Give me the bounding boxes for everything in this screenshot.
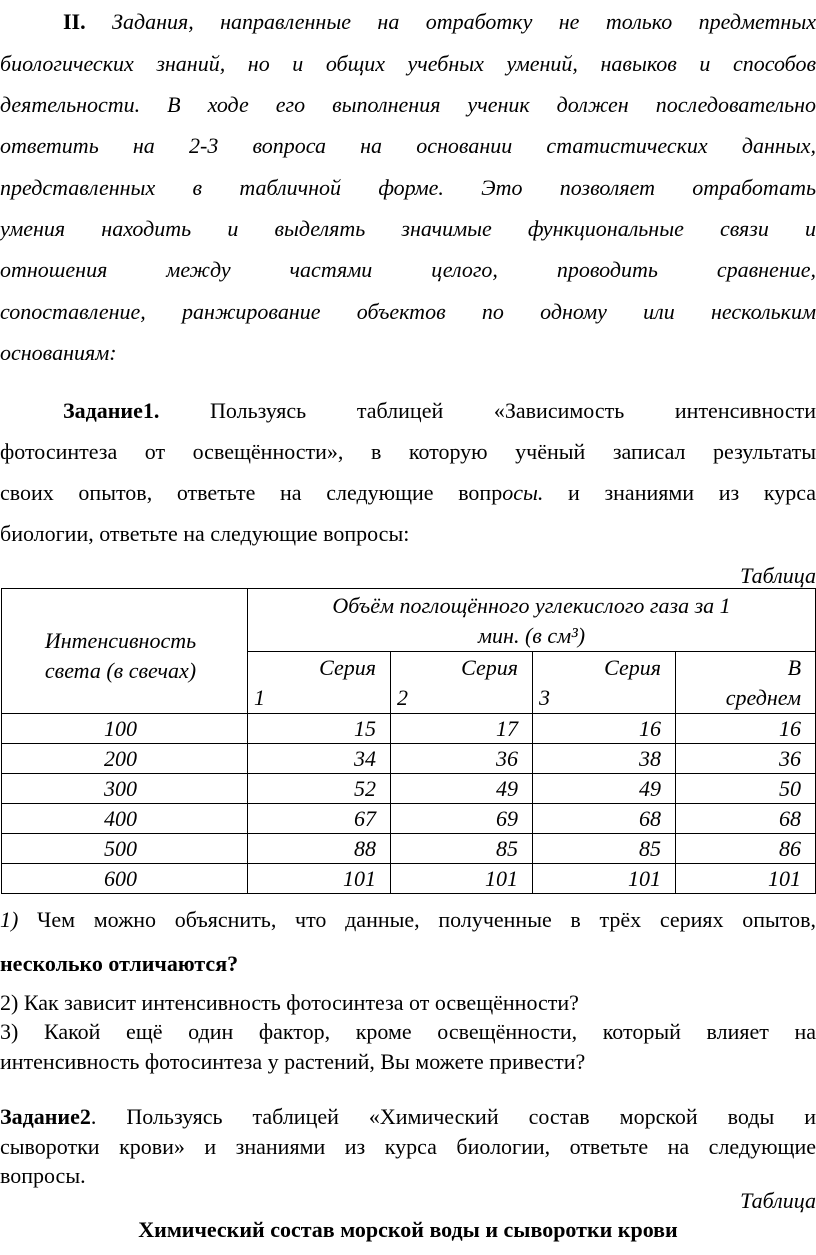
header-series-3-top: Серия (604, 655, 661, 680)
header-average-top: В (787, 655, 802, 680)
section2-line-3: деятельности. В ходе его выполнения ученик должен последовательно (0, 92, 816, 117)
header-series-1-top: Серия (319, 655, 376, 680)
section2-line-5: представленных в табличной форме. Это позволяет отработать (0, 175, 816, 200)
cell-series-1: 34 (248, 744, 391, 774)
cell-average: 101 (676, 864, 816, 894)
table-row (2, 774, 816, 804)
section2-line-2: биологических знаний, но и общих учебных умений, навыков и способов (0, 51, 816, 76)
cell-series-3: 101 (533, 864, 676, 894)
cell-intensity: 600 (2, 864, 248, 894)
table-row (2, 864, 816, 894)
cell-series-3: 68 (533, 804, 676, 834)
section2-line-1-text: Задания, направленные на отработку не только предметных (112, 9, 816, 34)
task2-line-3: вопросы. (0, 1163, 86, 1188)
section2-line-6: умения находить и выделять значимые функциональные связи и (0, 216, 816, 241)
header-series-2-bottom: 2 (397, 685, 408, 710)
task1-line-3-b: и знаниями из курса (543, 480, 816, 505)
table-row (2, 714, 816, 744)
cell-average: 68 (676, 804, 816, 834)
task2-line-1 (0, 1103, 816, 1131)
header-series-3 (533, 652, 676, 714)
table-row (2, 744, 816, 774)
question-1-number: 1) (0, 907, 19, 932)
cell-series-2: 36 (391, 744, 533, 774)
header-series-1 (248, 652, 391, 714)
cell-average: 86 (676, 834, 816, 864)
cell-intensity: 300 (2, 774, 248, 804)
cell-series-2: 85 (391, 834, 533, 864)
section2-line-4: ответить на 2-3 вопроса на основании статистических данных, (0, 133, 816, 158)
cell-series-2: 49 (391, 774, 533, 804)
header-co2-volume-line-1: Объём поглощённого углекислого газа за 1 (332, 593, 731, 618)
cell-series-1: 88 (248, 834, 391, 864)
section2-line-1 (0, 8, 816, 36)
cell-series-2: 17 (391, 714, 533, 744)
cell-intensity: 100 (2, 714, 248, 744)
task1-line-3-italic: осы. (502, 480, 544, 505)
section2-numeral: II. (63, 9, 86, 34)
section2-line-8: сопоставление, ранжирование объектов по одному или нескольким (0, 299, 816, 324)
cell-series-3: 16 (533, 714, 676, 744)
header-co2-volume-line-2: мин. (в см³) (477, 623, 586, 648)
table1-caption: Таблица (740, 563, 816, 588)
table-row (2, 804, 816, 834)
header-co2-volume (248, 589, 816, 652)
header-series-2-top: Серия (461, 655, 518, 680)
header-series-3-bottom: 3 (539, 685, 550, 710)
question-3-line-1: 3) Какой ещё один фактор, кроме освещённости, который влияет на (0, 1019, 816, 1044)
question-1-line-2: несколько отличаются? (0, 951, 239, 976)
task2-title: Задание2 (0, 1104, 91, 1129)
cell-series-3: 85 (533, 834, 676, 864)
table2-title: Химический состав морской воды и сыворотки крови (138, 1217, 678, 1242)
photosynthesis-table (1, 588, 816, 894)
task2-line-2: сыворотки крови» и знаниями из курса биологии, ответьте на следующие (0, 1134, 816, 1159)
task1-line-1 (0, 397, 816, 425)
question-1-text: Чем можно объяснить, что данные, полученные в трёх сериях опытов, (18, 907, 816, 932)
header-light-intensity-line-2: света (в свечах) (44, 658, 197, 683)
cell-series-2: 69 (391, 804, 533, 834)
cell-average: 16 (676, 714, 816, 744)
cell-series-1: 52 (248, 774, 391, 804)
section2-line-7: отношения между частями целого, проводить сравнение, (0, 257, 816, 282)
task1-line-3 (0, 479, 816, 507)
cell-intensity: 400 (2, 804, 248, 834)
cell-series-3: 49 (533, 774, 676, 804)
cell-average: 50 (676, 774, 816, 804)
table-row (2, 834, 816, 864)
header-average-bottom: среднем (725, 685, 802, 710)
task1-line-4: биологии, ответьте на следующие вопросы: (0, 521, 410, 546)
cell-series-1: 67 (248, 804, 391, 834)
table2-caption: Таблица (740, 1188, 816, 1213)
question-1-line-1 (0, 906, 816, 934)
table-header-row-1 (2, 589, 816, 652)
task1-line-3-a: своих опытов, ответьте на следующие вопр (0, 480, 503, 505)
cell-series-1: 15 (248, 714, 391, 744)
question-3-line-2: интенсивность фотосинтеза у растений, Вы можете привести? (0, 1049, 586, 1074)
task1-line-1-text: Пользуясь таблицей «Зависимость интенсивности (159, 398, 816, 423)
cell-intensity: 200 (2, 744, 248, 774)
header-light-intensity-line-1: Интенсивность (44, 628, 197, 653)
section2-line-9: основаниям: (0, 340, 117, 365)
cell-series-1: 101 (248, 864, 391, 894)
cell-average: 36 (676, 744, 816, 774)
header-series-1-bottom: 1 (254, 685, 265, 710)
task2-line-1-text: . Пользуясь таблицей «Химический состав морской воды и (90, 1104, 816, 1129)
task1-title: Задание1. (63, 398, 160, 423)
header-series-2 (391, 652, 533, 714)
question-2: 2) Как зависит интенсивность фотосинтеза от освещённости? (0, 990, 579, 1015)
cell-intensity: 500 (2, 834, 248, 864)
cell-series-2: 101 (391, 864, 533, 894)
cell-series-3: 38 (533, 744, 676, 774)
header-average (676, 652, 816, 714)
task1-line-2: фотосинтеза от освещённости», в которую учёный записал результаты (0, 439, 816, 464)
header-light-intensity (2, 589, 248, 714)
